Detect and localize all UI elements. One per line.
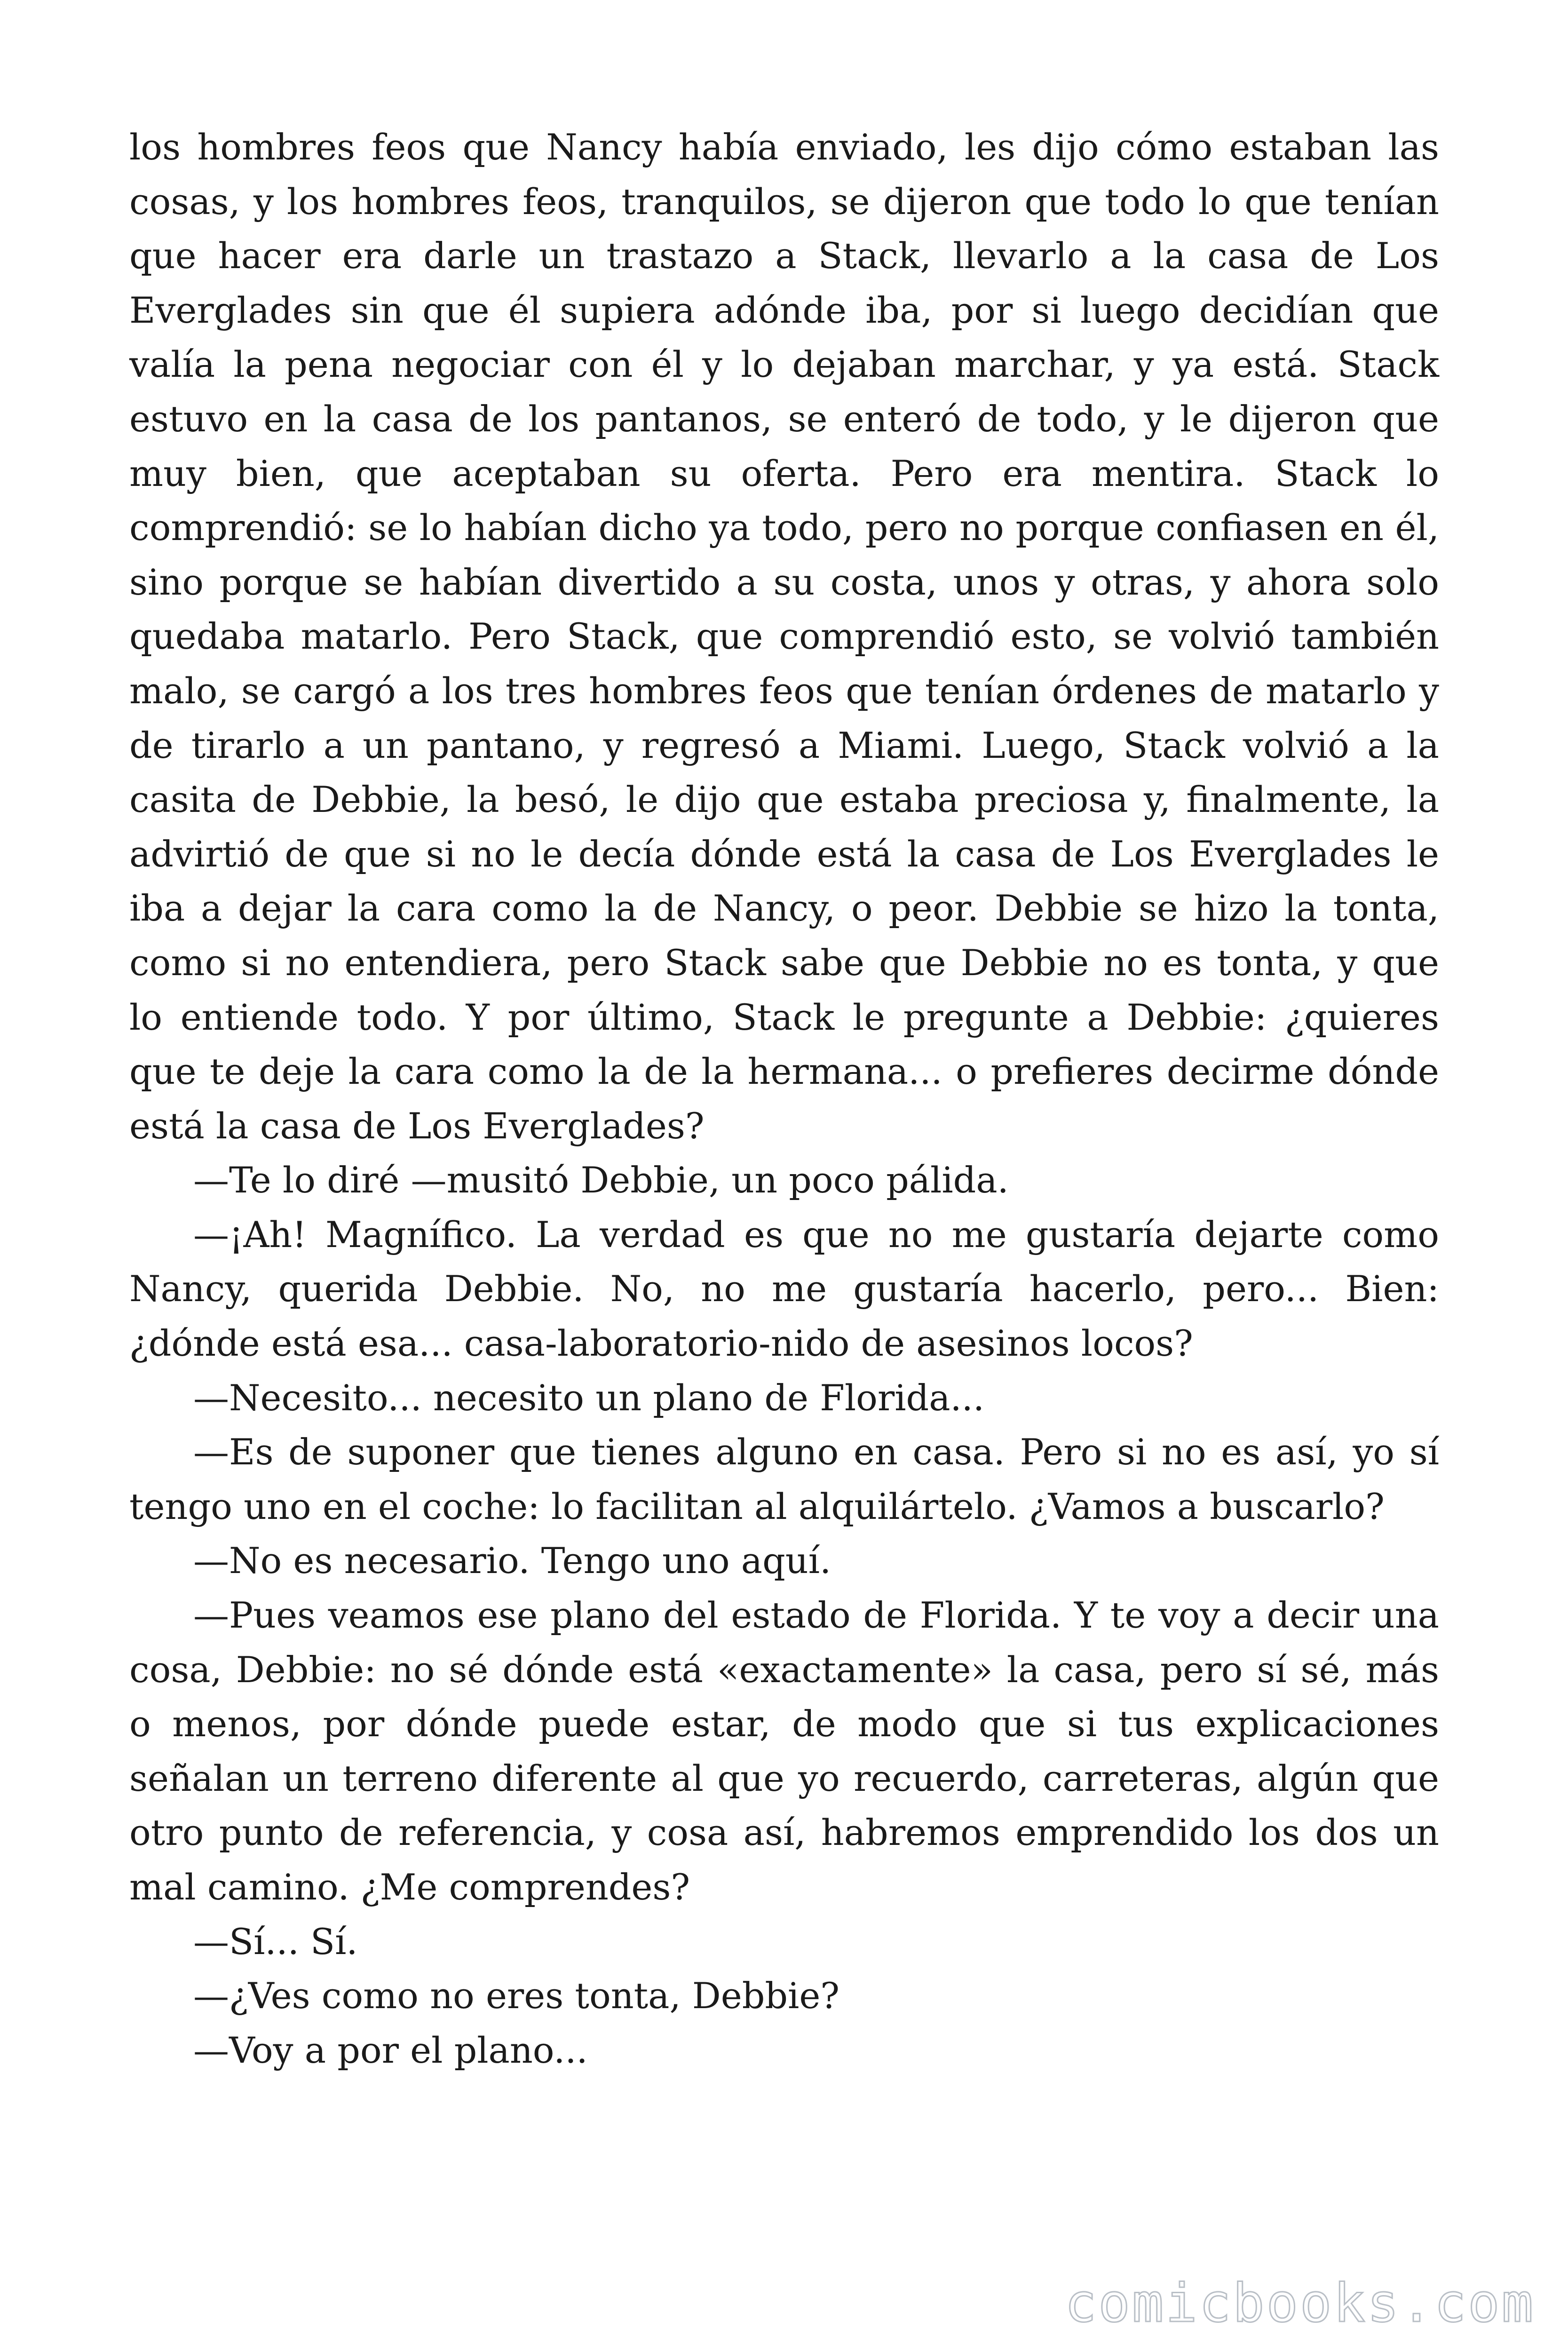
dialogue-line: —Pues veamos ese plano del estado de Florida. Y te voy a decir una cosa, Debbie: no sé dónde está «exactamente» la casa, pero sí sé, más o menos, por dónde puede estar, de modo que si tus explicaciones señalan un terreno diferente al que yo recuerdo, carreteras, algún que otro punto de referencia, y cosa así, habremos emprendido los dos un mal camino. ¿Me comprendes? [129, 1594, 1439, 1908]
dialogue-line: —¿Ves como no eres tonta, Debbie? [193, 1975, 840, 2017]
dialogue-line: —Sí... Sí. [193, 1920, 358, 1963]
dialogue-line: —No es necesario. Tengo uno aquí. [193, 1540, 832, 1582]
dialogue-line: —Voy a por el plano... [193, 2029, 588, 2071]
watermark: comicbooks.com [1064, 2273, 1535, 2334]
dialogue-line: —¡Ah! Magnífico. La verdad es que no me gustaría dejarte como Nancy, querida Debbie. No, no me gustaría hacerlo, pero... Bien: ¿dónde está esa... casa-laboratorio-nido de asesinos locos? [129, 1213, 1439, 1365]
paragraph-continuation: los hombres feos que Nancy había enviado, les dijo cómo estaban las cosas, y los hombres feos, tranquilos, se dijeron que todo lo que tenían que hacer era darle un trastazo a Stack, llevarlo a la casa de Los Everglades sin que él supiera adónde iba, por si luego decidían que valía la pena negociar con él y lo dejaban marchar, y ya está. Stack estuvo en la casa de los pantanos, se enteró de todo, y le dijeron que muy bien, que aceptaban su oferta. Pero era mentira. Stack lo comprendió: se lo habían dicho ya todo, pero no porque confiasen en él, sino porque se habían divertido a su costa, unos y otras, y ahora solo quedaba matarlo. Pero Stack, que comprendió esto, se volvió también malo, se cargó a los tres hombres feos que tenían órdenes de matarlo y de tirarlo a un pantano, y regresó a Miami. Luego, Stack volvió a la casita de Debbie, la besó, le dijo que estaba preciosa y, finalmente, la advirtió de que si no le decía dónde está la casa de Los Everglades le iba a dejar la cara como la de Nancy, o peor. Debbie se hizo la tonta, como si no entendiera, pero Stack sabe que Debbie no es tonta, y que lo entiende todo. Y por último, Stack le pregunte a Debbie: ¿quieres que te deje la cara como la de la hermana... o prefieres decirme dónde está la casa de Los Everglades? [129, 126, 1439, 1147]
book-page-text [129, 120, 1439, 2077]
dialogue-line: —Necesito... necesito un plano de Florida... [193, 1376, 984, 1419]
dialogue-line: —Es de suponer que tienes alguno en casa. Pero si no es así, yo sí tengo uno en el coche: lo facilitan al alquilártelo. ¿Vamos a buscarlo? [129, 1431, 1439, 1527]
dialogue-line: —Te lo diré —musitó Debbie, un poco pálida. [193, 1159, 1009, 1201]
